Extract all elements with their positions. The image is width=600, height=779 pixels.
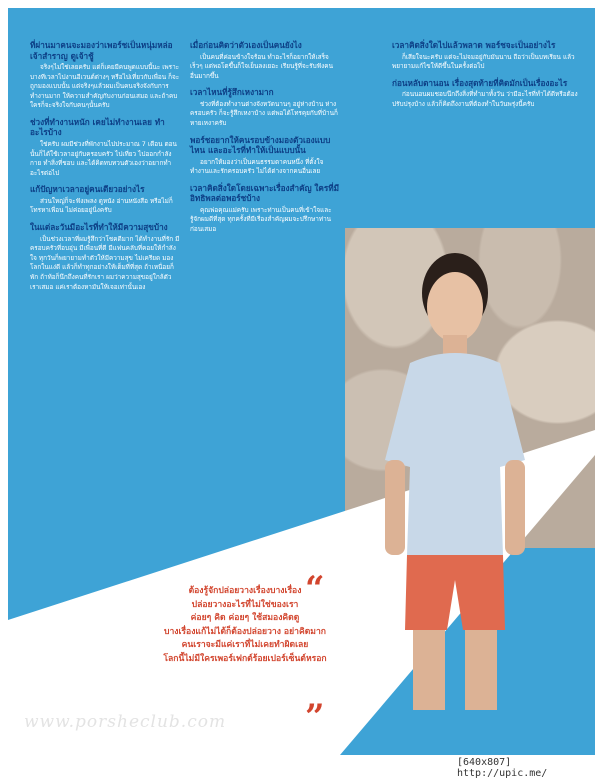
column-left (30, 40, 180, 298)
question-heading: ก่อนหลับตานอน เรื่องสุดท้ายที่คิดมักเป็นเรื่องอะไร (392, 77, 568, 88)
question-heading: เวลาคิดสิ่งใดไปแล้วพลาด พอร์ชจะเป็นอย่างไร (392, 40, 556, 50)
model-photo (355, 235, 560, 715)
column-right (392, 40, 582, 115)
answer-paragraph: ก่อนนอนผมชอบนึกถึงสิ่งที่ทำมาทั้งวัน ว่ามีอะไรที่ทำได้ดีหรือต้องปรับปรุงบ้าง แล้วก็คิดถึงงานที่ต้องทำในวันพรุ่งนี้ครับ (392, 90, 578, 108)
question-heading: ที่ผ่านมาคนจะมองว่าเพอร์ชเป็นหนุ่มหล่อ เจ้าสำราญ ดูเจ้าชู้ (30, 40, 173, 61)
quote-line: โลกนี้ไม่มีใครเพอร์เฟกต์ร้อยเปอร์เซ็นต์หรอก (163, 653, 327, 664)
question-heading: เวลาไหนที่รู้สึกเหงามาก (190, 87, 274, 98)
question-heading: พอร์ชอยากให้คนรอบข้างมองตัวเองแบบไหน และอะไรที่ทำให้เป็นแบบนั้น (190, 134, 331, 156)
answer-paragraph: ช่วงที่ต้องทำงานต่างจังหวัดนานๆ อยู่ห่างบ้าน ห่างครอบครัว ก็จะรู้สึกเหงาบ้าง แต่พอได้โทรคุยกับที่บ้านก็หายเหงาครับ (190, 99, 338, 127)
column-middle (190, 40, 340, 241)
answer-paragraph: ส่วนใหญ่ก็จะฟังเพลง ดูหนัง อ่านหนังสือ หรือไม่ก็โทรหาเพื่อน ไม่ค่อยอยู่นิ่งครับ (30, 196, 173, 215)
question-heading: เวลาคิดสิ่งใดโดยเฉพาะเรื่องสำคัญ ใครที่มีอิทธิพลต่อพอร์ชบ้าง (190, 182, 340, 204)
site-watermark: www.porsheclub.com (24, 712, 227, 732)
quote-line: คนเราจะมีแค่เราที่ไม่เคยทำผิดเลย (181, 640, 309, 650)
quote-line: ต้องรู้จักปล่อยวางเรื่องบางเรื่อง (188, 586, 302, 596)
question-heading: ในแต่ละวันมีอะไรที่ทำให้มีความสุขบ้าง (30, 222, 168, 233)
answer-paragraph: อยากให้มองว่าเป็นคนธรรมดาคนหนึ่ง ที่ตั้งใจทำงานและรักครอบครัว ไม่ได้ต่างจากคนอื่นเลย (190, 157, 324, 176)
quote-line: ปล่อยวางอะไรที่ไม่ใช่ของเรา (191, 599, 299, 610)
question-heading: เมื่อก่อนคิดว่าตัวเองเป็นคนยังไง (190, 40, 302, 50)
answer-paragraph: เป็นช่วงเวลาที่ผมรู้สึกว่าโชคดีมาก ได้ทำงานที่รัก มีครอบครัวที่อบอุ่น มีเพื่อนที่ดี มีแฟนคลับที่คอยให้กำลังใจ ทุกวันก็พยายามทำตัวให้มีความสุข ไม่เครียด มองโลกในแง่ดี แล้วก็ทำทุกอย่างให้เต็มที่ที่สุด ถ้าเหนื่อยก็พัก ถ้าท้อก็นึกถึงคนที่รักเรา ผมว่าความสุขอยู่ใกล้ตัวเราเสมอ แค่เราต้องหามันให้เจอเท่านั้นเอง (30, 234, 180, 291)
quote-line: บางเรื่องแก้ไม่ได้ก็ต้องปล่อยวาง อย่าคิดมาก (164, 626, 326, 637)
pull-quote (150, 585, 340, 666)
question-heading: ช่วงที่ทำงานหนัก เคยไม่ทำงานเลย ทำอะไรบ้าง (30, 116, 165, 138)
image-host-tag: [640x807] http://upic.me/ (457, 757, 548, 779)
answer-paragraph: ใช่ครับ ผมมีช่วงที่พักงานไปประมาณ 7 เดือน ตอนนั้นก็ได้ใช้เวลาอยู่กับครอบครัว ไปเที่ยว ไปออกกำลังกาย ทำสิ่งที่ชอบ และได้คิดทบทวนตัวเองว่าอยากทำอะไรต่อไป (30, 139, 177, 177)
open-quote-mark: “ (305, 569, 325, 609)
answer-paragraph: จริงๆไม่ใช่เลยครับ แต่ก็เคยมีคนพูดแบบนี้นะ เพราะบางทีเวลาไปงานอีเวนต์ต่างๆ หรือไปเที่ยวกับเพื่อน ก็จะถูกมองแบบนั้น แต่จริงๆแล้วผมเป็นคนจริงจังกับการทำงานมาก ให้ความสำคัญกับงานก่อนเสมอ และถ้าคบใครก็จะจริงใจกับคนๆนั้นครับ (30, 63, 180, 110)
answer-paragraph: เป็นคนที่ค่อนข้างใจร้อน ทำอะไรก็อยากให้เสร็จเร็วๆ แต่พอโตขึ้นก็ใจเย็นลงเยอะ เรียนรู้ที่จะรับฟังคนอื่นมากขึ้น (190, 52, 333, 80)
answer-paragraph: ก็เสียใจนะครับ แต่จะไม่จมอยู่กับมันนาน ถือว่าเป็นบทเรียน แล้วพยายามแก้ไขให้ดีขึ้นในครั้งต่อไป (392, 52, 575, 71)
question-heading: แก้ปัญหาเวลาอยู่คนเดียวอย่างไร (30, 184, 145, 195)
quote-line: ค่อยๆ คิด ค่อยๆ ใช้สมองคิดดู (190, 613, 300, 623)
answer-paragraph: คุณพ่อคุณแม่ครับ เพราะท่านเป็นคนที่เข้าใจและรู้จักผมดีที่สุด ทุกครั้งที่มีเรื่องสำคัญผมจะปรึกษาท่านก่อนเสมอ (190, 205, 332, 233)
close-quote-mark: ” (305, 697, 325, 737)
